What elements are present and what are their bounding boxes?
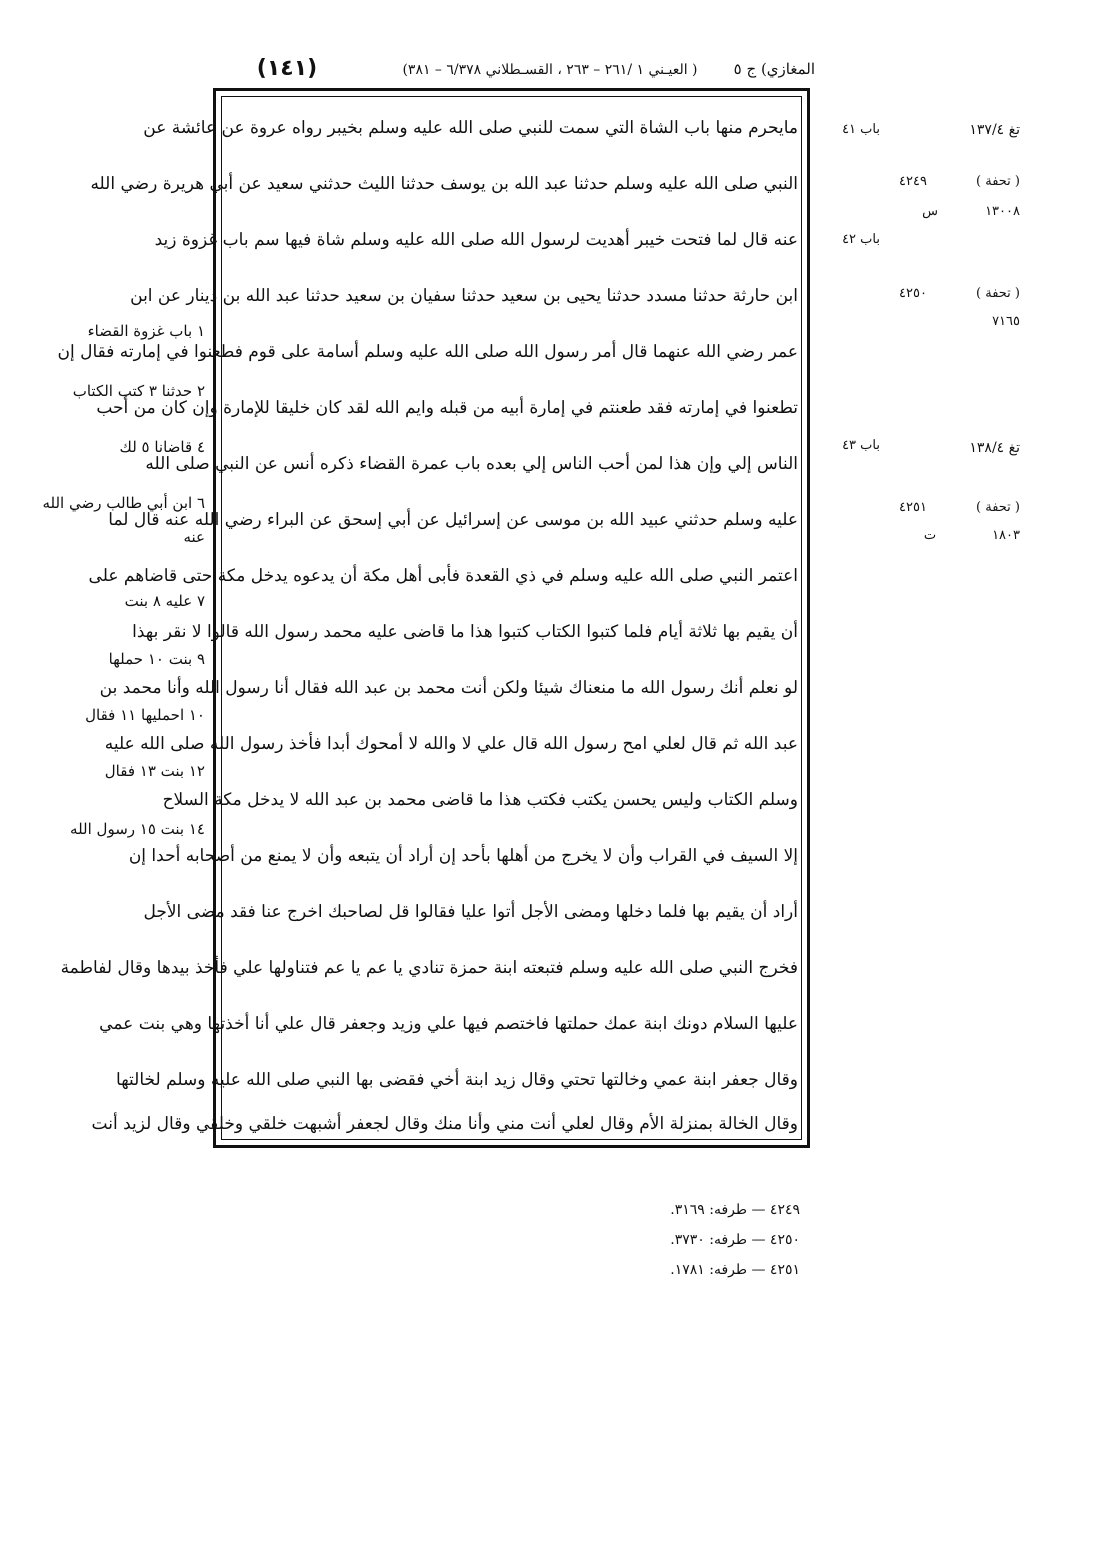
text-line: وقال جعفر ابنة عمي وخالتها تحتي وقال زيد ابنة أخي فقضى بها النبي صلى الله عليه وسلم لخالتها [116,1070,798,1090]
variant-note: ١٠ احمليها ١١ فقال [85,706,205,724]
text-line: عليها السلام دونك ابنة عمك حملتها فاختصم فيها علي وزيد وجعفر قال علي أنا أخذتها وهي بنت عمي [99,1014,798,1034]
tuhfa-label: ( تحفة ) [976,286,1020,301]
variant-note: ٧ عليه ٨ بنت [124,592,205,610]
text-line: عليه وسلم حدثني عبيد الله بن موسى عن إسرائيل عن أبي إسحق عن البراء رضي الله عنه قال لما [108,510,798,530]
running-header-references: ( العيـني ١ /٢٦١ – ٢٦٣ ، القسـطلاني ٦/٣٧٨ – ٣٨١) [402,62,698,78]
text-line: مايحرم منها باب الشاة التي سمت للنبي صلى الله عليه وسلم بخيبر رواه عروة عن عائشة عن [143,118,798,138]
variant-note: ١٢ بنت ١٣ فقال [104,762,205,780]
text-line: أراد أن يقيم بها فلما دخلها ومضى الأجل أتوا عليا فقالوا قل لصاحبك اخرج عنا فقد مضى الأجل [143,902,798,922]
page-number: (١٤١) [256,56,318,81]
variant-note: عنه [183,528,205,546]
text-line: تطعنوا في إمارته فقد طعنتم في إمارة أبيه من قبله وايم الله لقد كان خليقا للإمارة وإن كان من أحب [96,398,798,418]
text-line: أن يقيم بها ثلاثة أيام فلما كتبوا الكتاب كتبوا هذا ما قاضى عليه محمد رسول الله قالوا لا نقر بهذا [132,622,798,642]
variant-note: ٦ ابن أبي طالب رضي الله [42,494,205,512]
source-code: س [922,204,938,219]
chapter-label: باب ٤١ [842,122,880,137]
footnote: ٤٢٥٠ — طرفه: ٣٧٣٠. [670,1232,800,1248]
hadith-number: ٤٢٤٩ [899,174,927,189]
text-line: عنه قال لما فتحت خيبر أهديت لرسول الله صلى الله عليه وسلم شاة فيها سم باب غزوة زيد [154,230,798,250]
chapter-label: باب ٤٣ [842,438,880,453]
tuhfa-number: ١٣٠٠٨ [985,204,1020,219]
variant-note: ٩ بنت ١٠ حملها [108,650,205,668]
variant-note: ١٤ بنت ١٥ رسول الله [70,820,205,838]
text-line: ابن حارثة حدثنا مسدد حدثنا يحيى بن سعيد حدثنا سفيان بن سعيد حدثنا عبد الله بن دينار عن ابن [130,286,798,306]
text-line: وسلم الكتاب وليس يحسن يكتب فكتب هذا ما قاضى محمد بن عبد الله لا يدخل مكة السلاح [162,790,798,810]
tagh-reference: تغ ١٣٧/٤ [969,122,1020,138]
text-line: عبد الله ثم قال لعلي امح رسول الله قال علي لا والله لا أمحوك أبدا فأخذ رسول الله صلى الله عليه [104,734,798,754]
tuhfa-label: ( تحفة ) [976,174,1020,189]
source-code: ت [923,528,937,543]
text-line: إلا السيف في القراب وأن لا يخرج من أهلها بأحد إن أراد أن يتبعه وأن لا يمنع من أصحابه أحدا إن [128,846,798,866]
text-line: فخرج النبي صلى الله عليه وسلم فتبعته ابنة حمزة تنادي يا عم يا عم فتناولها علي فأخذ بيدها وقال لفاطمة [60,958,798,978]
footnote: ٤٢٤٩ — طرفه: ٣١٦٩. [670,1202,800,1218]
variant-note: ٢ حدثنا ٣ كتب الكتاب [72,382,205,400]
tuhfa-number: ١٨٠٣ [992,528,1020,543]
text-line: الناس إلي وإن هذا لمن أحب الناس إلي بعده باب عمرة القضاء ذكره أنس عن النبي صلى الله [145,454,798,474]
footnote: ٤٢٥١ — طرفه: ١٧٨١. [670,1262,800,1278]
text-line: لو نعلم أنك رسول الله ما منعناك شيئا ولكن أنت محمد بن عبد الله فقال أنا رسول الله وأنا محمد بن [99,678,798,698]
text-line: النبي صلى الله عليه وسلم حدثنا عبد الله بن يوسف حدثنا الليث حدثني سعيد عن أبي هريرة رضي الله [90,174,798,194]
text-line: اعتمر النبي صلى الله عليه وسلم في ذي القعدة فأبى أهل مكة أن يدعوه يدخل مكة حتى قاضاهم على [88,566,798,586]
tagh-reference: تغ ١٣٨/٤ [969,440,1020,456]
hadith-number: ٤٢٥٠ [899,286,927,301]
chapter-label: باب ٤٢ [842,232,880,247]
hadith-number: ٤٢٥١ [899,500,927,515]
variant-note: ١ باب غزوة القضاء [87,322,205,340]
variant-note: ٤ قاضانا ٥ لك [119,438,205,456]
tuhfa-label: ( تحفة ) [976,500,1020,515]
running-header-chapter: المغازي) ج ٥ [733,60,815,78]
text-line: وقال الخالة بمنزلة الأم وقال لعلي أنت مني وأنا منك وقال لجعفر أشبهت خلقي وخلقي وقال لزيد أنت [91,1114,798,1134]
text-line: عمر رضي الله عنهما قال أمر رسول الله صلى الله عليه وسلم أسامة على قوم فطعنوا في إمارته فقال إن [57,342,798,362]
tuhfa-number: ٧١٦٥ [992,314,1020,329]
